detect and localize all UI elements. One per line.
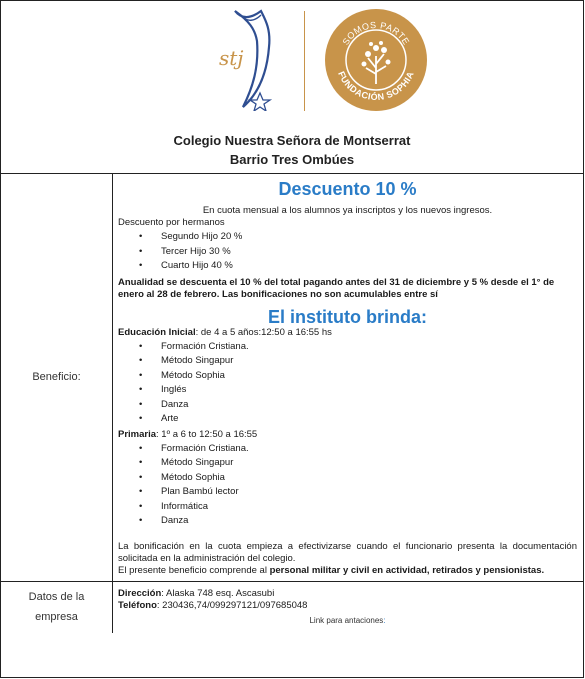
list-item: • Arte <box>118 412 577 427</box>
telefono-value: : 230436,74/099297121/097685048 <box>156 599 308 611</box>
primaria-detail: : 1º a 6 to 12:50 a 16:55 <box>156 428 258 440</box>
telefono <box>118 600 577 612</box>
logos <box>1 5 583 113</box>
inicial-heading <box>118 327 577 339</box>
coverage-note <box>118 565 577 577</box>
telefono-label: Teléfono <box>118 599 157 611</box>
list-item: • Método Singapur <box>118 456 577 471</box>
school-heading <box>1 131 583 169</box>
stj-logo <box>213 7 283 111</box>
bonification-note: La bonificación en la cuota empieza a efectivizarse cuando el funcionario presenta la documentación solicitada en la administración del colegio. <box>118 540 577 564</box>
empresa-label-line1: Datos de la <box>28 591 85 603</box>
beneficio-row <box>1 174 583 582</box>
sophia-logo-bottom-text: FUNDACIÓN SOPHIA <box>336 69 416 103</box>
list-item: • Tercer Hijo 30 % <box>118 245 577 260</box>
list-item: • Cuarto Hijo 40 % <box>118 259 577 274</box>
link-text: Link para antaciones <box>309 615 384 625</box>
annual-note: Anualidad se descuenta el 10 % del total pagando antes del 31 de diciembre y 5 % desde el 1° de enero al 28 de febrero. Las bonificaciones no son acumulables entre sí <box>118 276 555 300</box>
inicial-label: Educación Inicial <box>118 326 196 338</box>
school-area: Barrio Tres Ombúes <box>229 152 355 167</box>
empresa-content <box>113 582 583 633</box>
inicial-detail: : de 4 a 5 años:12:50 a 16:55 hs <box>195 326 332 338</box>
list-item: • Inglés <box>118 383 577 398</box>
logo-divider <box>304 11 305 111</box>
institute-title: El instituto brinda: <box>268 306 427 327</box>
inicial-list <box>118 340 577 427</box>
list-item: • Informática <box>118 500 577 515</box>
document-header <box>1 1 583 174</box>
discount-title: Descuento 10 % <box>278 179 417 199</box>
list-item: • Formación Cristiana. <box>118 442 577 457</box>
list-item: • Plan Bambú lector <box>118 485 577 500</box>
list-item: • Danza <box>118 514 577 529</box>
sophia-logo-top-text: SOMOS PARTE <box>340 19 412 47</box>
siblings-intro: Descuento por hermanos <box>118 217 225 228</box>
list-item: • Método Singapur <box>118 354 577 369</box>
siblings-list <box>118 230 577 274</box>
school-name: Colegio Nuestra Señora de Montserrat <box>173 133 411 148</box>
annotations-link[interactable] <box>118 615 577 627</box>
list-item: • Segundo Hijo 20 % <box>118 230 577 245</box>
empresa-row <box>1 582 583 633</box>
beneficio-content <box>113 174 583 581</box>
fundacion-sophia-logo <box>324 8 428 112</box>
list-item: • Formación Cristiana. <box>118 340 577 355</box>
primaria-label: Primaria <box>118 428 157 440</box>
discount-description: En cuota mensual a los alumnos ya inscriptos y los nuevos ingresos. <box>202 205 493 216</box>
link-anchor[interactable]: : <box>383 615 386 625</box>
direccion-label: Dirección <box>118 587 162 599</box>
empresa-label <box>1 582 113 633</box>
list-item: • Método Sophia <box>118 471 577 486</box>
empresa-label-line2: empresa <box>35 611 78 623</box>
primaria-list <box>118 442 577 529</box>
list-item: • Método Sophia <box>118 369 577 384</box>
beneficio-label: Beneficio: <box>1 174 113 581</box>
coverage-prefix: El presente beneficio comprende al <box>118 564 270 576</box>
list-item: • Danza <box>118 398 577 413</box>
direccion <box>118 588 577 600</box>
primaria-heading <box>118 429 577 441</box>
stj-logo-text: stj <box>219 46 244 70</box>
coverage-bold: personal militar y civil en actividad, retirados y pensionistas. <box>269 564 545 576</box>
direccion-value: : Alaska 748 esq. Ascasubi <box>161 587 275 599</box>
